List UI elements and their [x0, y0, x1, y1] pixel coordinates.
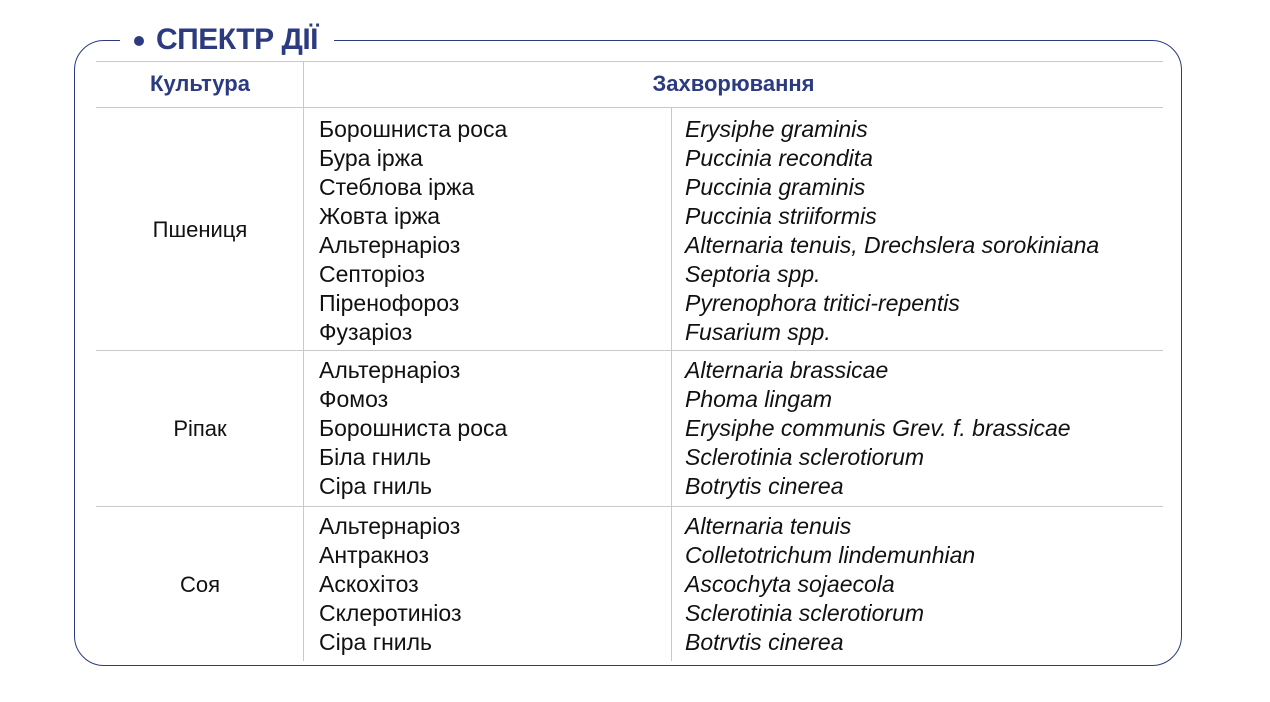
- pathogen-name: Alternaria tenuis, Drechslera sorokiniana: [685, 232, 1100, 258]
- crop-name: Соя: [179, 572, 221, 597]
- column-divider: [671, 107, 672, 661]
- pathogen-name: Erysiphe graminis: [685, 116, 868, 142]
- crop-name: Ріпак: [173, 416, 227, 441]
- disease-name: Фомоз: [319, 386, 389, 412]
- table-rule: [96, 350, 1163, 351]
- disease-name: Альтернаріоз: [319, 232, 461, 258]
- disease-name: Стеблова іржа: [319, 174, 475, 200]
- disease-name: Аскохітоз: [319, 571, 419, 597]
- disease-name: Альтернаріоз: [319, 513, 461, 539]
- pathogen-name: Alternaria brassicae: [685, 357, 889, 383]
- header-crop: Культура: [150, 71, 250, 96]
- crop-name: Пшениця: [152, 217, 248, 242]
- pathogen-name: Septoria spp.: [685, 261, 821, 287]
- disease-name: Борошниста роса: [319, 415, 508, 441]
- pathogen-list: [685, 512, 975, 657]
- pathogen-name: Sclerotinia sclerotiorum: [685, 444, 925, 470]
- pathogen-name: Sclerotinia sclerotiorum: [685, 600, 925, 626]
- pathogen-name: Puccinia graminis: [685, 174, 866, 200]
- disease-name: Піренофороз: [319, 290, 460, 316]
- pathogen-name: Puccinia recondita: [685, 145, 873, 171]
- table-rule: [96, 107, 1163, 108]
- pathogen-name: Fusarium spp.: [685, 319, 831, 345]
- table-rule: [96, 61, 1163, 62]
- pathogen-name: Pyrenophora tritici-repentis: [685, 290, 960, 316]
- pathogen-name: Botrytis cinerea: [685, 473, 844, 499]
- pathogen-name: Phoma lingam: [685, 386, 833, 412]
- disease-name: Сіра гниль: [319, 629, 433, 655]
- disease-list: [319, 115, 507, 347]
- bullet-icon: [134, 36, 144, 46]
- pathogen-name: Ascochyta sojaecola: [685, 571, 895, 597]
- disease-name: Борошниста роса: [319, 116, 508, 142]
- disease-name: Септоріоз: [319, 261, 425, 287]
- pathogen-list: [685, 115, 1099, 347]
- disease-name: Бура іржа: [319, 145, 423, 171]
- pathogen-name: Botrvtis cinerea: [685, 629, 844, 655]
- pathogen-name: Erysiphe communis Grev. f. brassicae: [685, 415, 1071, 441]
- disease-name: Альтернаріоз: [319, 357, 461, 383]
- disease-list: [319, 512, 462, 657]
- pathogen-list: [685, 356, 1071, 501]
- disease-name: Фузаріоз: [319, 319, 413, 345]
- pathogen-name: Colletotrichum lindemunhian: [685, 542, 976, 568]
- pathogen-name: Alternaria tenuis: [685, 513, 852, 539]
- disease-list: [319, 356, 507, 501]
- header-disease: Захворювання: [652, 71, 815, 96]
- column-divider: [303, 61, 304, 661]
- disease-name: Антракноз: [319, 542, 430, 568]
- pathogen-name: Puccinia striiformis: [685, 203, 877, 229]
- disease-name: Склеротиніоз: [319, 600, 462, 626]
- disease-name: Біла гниль: [319, 444, 432, 470]
- disease-name: Жовта іржа: [319, 203, 441, 229]
- disease-name: Сіра гниль: [319, 473, 433, 499]
- section-title: СПЕКТР ДІЇ: [156, 23, 318, 56]
- table-rule: [96, 506, 1163, 507]
- section-header: [120, 20, 334, 60]
